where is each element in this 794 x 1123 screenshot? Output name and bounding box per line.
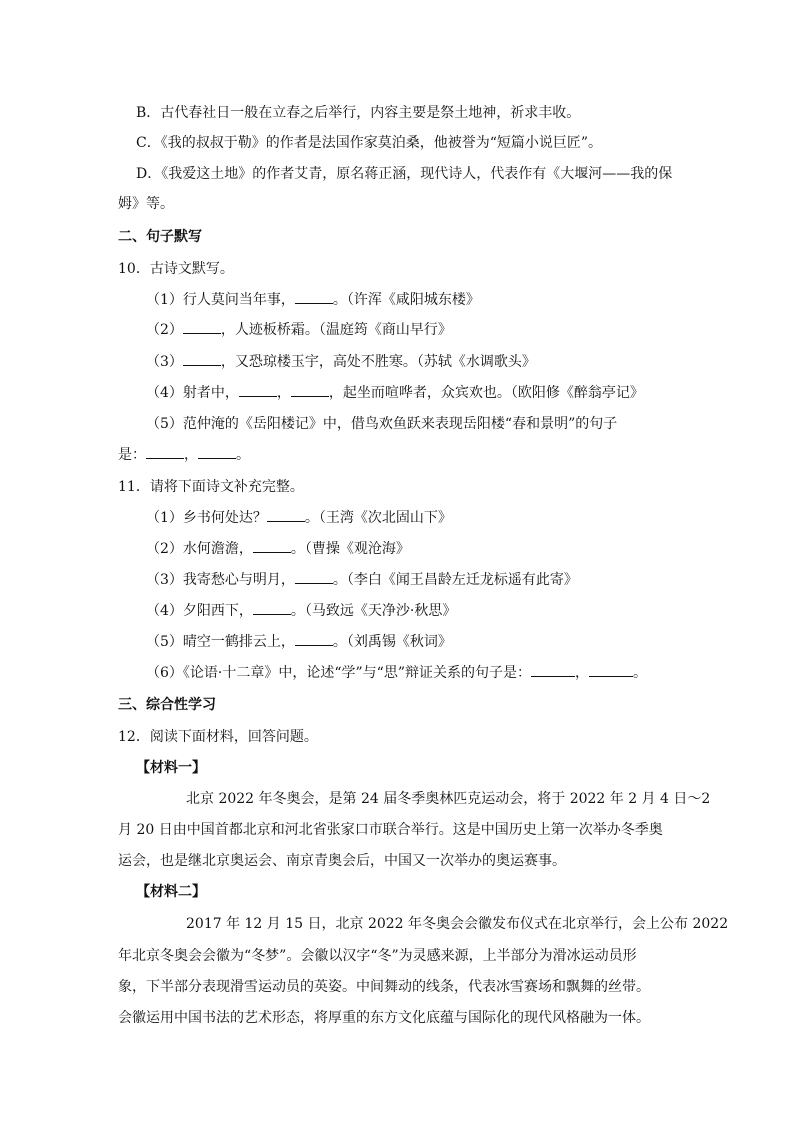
q11-stem: 11．请将下面诗文补充完整。 — [118, 479, 304, 495]
q11-item-4-pre: （4）夕阳西下， — [146, 603, 253, 619]
q10-item-4-post: ，起坐而喧哗者，众宾欢也。（欧阳修《醉翁亭记》 — [328, 385, 644, 401]
answer-blank[interactable] — [589, 664, 633, 677]
material-2-line: 会徽运用中国书法的艺术形态，将厚重的东方文化底蕴与国际化的现代风格融为一体。 — [118, 1010, 650, 1026]
q11-item-3 — [146, 570, 578, 590]
answer-blank[interactable] — [295, 633, 333, 646]
material-2-line: 年北京冬奥会会徽为“冬梦”。会徽以汉字“冬”为灵感来源，上半部分为滑冰运动员形 — [118, 948, 637, 964]
q11-item-6-post: 。 — [633, 665, 647, 681]
material-2-line: 象，下半部分表现滑雪运动员的英姿。中间舞动的线条，代表冰雪赛场和飘舞的丝带。 — [118, 979, 650, 995]
q10-item-2 — [146, 320, 452, 340]
section-3-heading: 三、综合性学习 — [118, 697, 216, 713]
q11-item-5 — [146, 632, 452, 652]
material-2-line: 2017 年 12 月 15 日，北京 2022 年冬奥会会徽发布仪式在北京举行，会上公布 2022 — [186, 916, 729, 932]
q10-item-5-post: 。 — [236, 447, 250, 463]
q11-item-6 — [146, 663, 647, 683]
material-1-line: 运会，也是继北京奥运会、南京青奥会后，中国又一次举办的奥运赛事。 — [118, 853, 566, 869]
answer-blank[interactable] — [183, 353, 221, 366]
q10-stem: 10．古诗文默写。 — [118, 261, 234, 277]
q11-item-2-pre: （2）水何澹澹， — [146, 541, 253, 557]
q11-item-4-post: 。（马致远《天净沙·秋思》 — [290, 603, 457, 619]
q11-item-4 — [146, 601, 456, 621]
q11-item-2-post: 。（曹操《观沧海》 — [290, 541, 410, 557]
q11-item-3-pre: （3）我寄愁心与明月， — [146, 572, 295, 588]
material-1-title: 【材料一】 — [136, 760, 206, 776]
q10-item-1-post: 。（许浑《咸阳城东楼》 — [332, 292, 480, 308]
material-1-line: 月 20 日由中国首都北京和河北省张家口市联合举行。这是中国历史上第一次举办冬季奥 — [118, 822, 663, 838]
answer-blank[interactable] — [291, 384, 329, 397]
q11-item-6-mid: ， — [575, 665, 589, 681]
q10-item-4-pre: （4）射者中， — [146, 385, 239, 401]
q9-option-c: C．《我的叔叔于勒》的作者是法国作家莫泊桑，他被誉为“短篇小说巨匠”。 — [136, 135, 603, 151]
q10-item-4 — [146, 383, 644, 403]
answer-blank[interactable] — [198, 446, 236, 459]
q10-item-4-mid: ， — [276, 385, 291, 401]
answer-blank[interactable] — [295, 291, 333, 304]
q9-option-d-line2: 姆》等。 — [118, 196, 174, 212]
q10-item-5-line1: （5）范仲淹的《岳阳楼记》中，借鸟欢鱼跃来表现岳阳楼“春和景明”的句子 — [146, 416, 618, 432]
q11-item-3-post: 。（李白《闻王昌龄左迁龙标遥有此寄》 — [332, 572, 578, 588]
q11-item-6-pre: （6）《论语·十二章》中，论述“学”与“思”辩证关系的句子是： — [146, 665, 531, 681]
q10-item-2-post: ，人迹板桥霜。（温庭筠《商山早行》 — [220, 322, 452, 338]
q9-option-d-line1: D．《我爱这土地》的作者艾青，原名蒋正涵，现代诗人，代表作有《大堰河——我的保 — [136, 166, 673, 182]
answer-blank[interactable] — [253, 602, 291, 615]
q11-item-5-post: 。（刘禹锡《秋词》 — [332, 634, 452, 650]
material-1-line: 北京 2022 年冬奥会，是第 24 届冬季奥林匹克运动会，将于 2022 年 2 月 4 日～2 — [186, 791, 711, 807]
section-2-heading: 二、句子默写 — [118, 229, 202, 245]
q12-stem: 12．阅读下面材料，回答问题。 — [118, 729, 318, 745]
answer-blank[interactable] — [267, 509, 305, 522]
q11-item-1 — [146, 508, 452, 528]
answer-blank[interactable] — [253, 540, 291, 553]
q9-option-b: B．古代春社日一般在立春之后举行，内容主要是祭土地神，祈求丰收。 — [136, 105, 581, 121]
answer-blank[interactable] — [239, 384, 277, 397]
q10-item-3 — [146, 352, 536, 372]
q10-item-3-pre: （3） — [146, 354, 183, 370]
q10-item-5-line2 — [118, 445, 250, 465]
q11-item-5-pre: （5）晴空一鹤排云上， — [146, 634, 295, 650]
q10-item-3-post: ，又恐琼楼玉宇，高处不胜寒。（苏轼《水调歌头》 — [220, 354, 536, 370]
answer-blank[interactable] — [295, 571, 333, 584]
answer-blank[interactable] — [531, 664, 575, 677]
q10-item-1-pre: （1）行人莫问当年事， — [146, 292, 295, 308]
q10-item-5-mid: ， — [184, 447, 198, 463]
answer-blank[interactable] — [146, 446, 184, 459]
q10-item-1 — [146, 290, 480, 310]
q10-item-2-pre: （2） — [146, 322, 183, 338]
q11-item-2 — [146, 539, 410, 559]
material-2-title: 【材料二】 — [136, 884, 206, 900]
q11-item-1-pre: （1）乡书何处达？ — [146, 510, 267, 526]
q11-item-1-post: 。（王湾《次北固山下》 — [304, 510, 452, 526]
q10-item-5-pre: 是： — [118, 447, 146, 463]
answer-blank[interactable] — [183, 321, 221, 334]
